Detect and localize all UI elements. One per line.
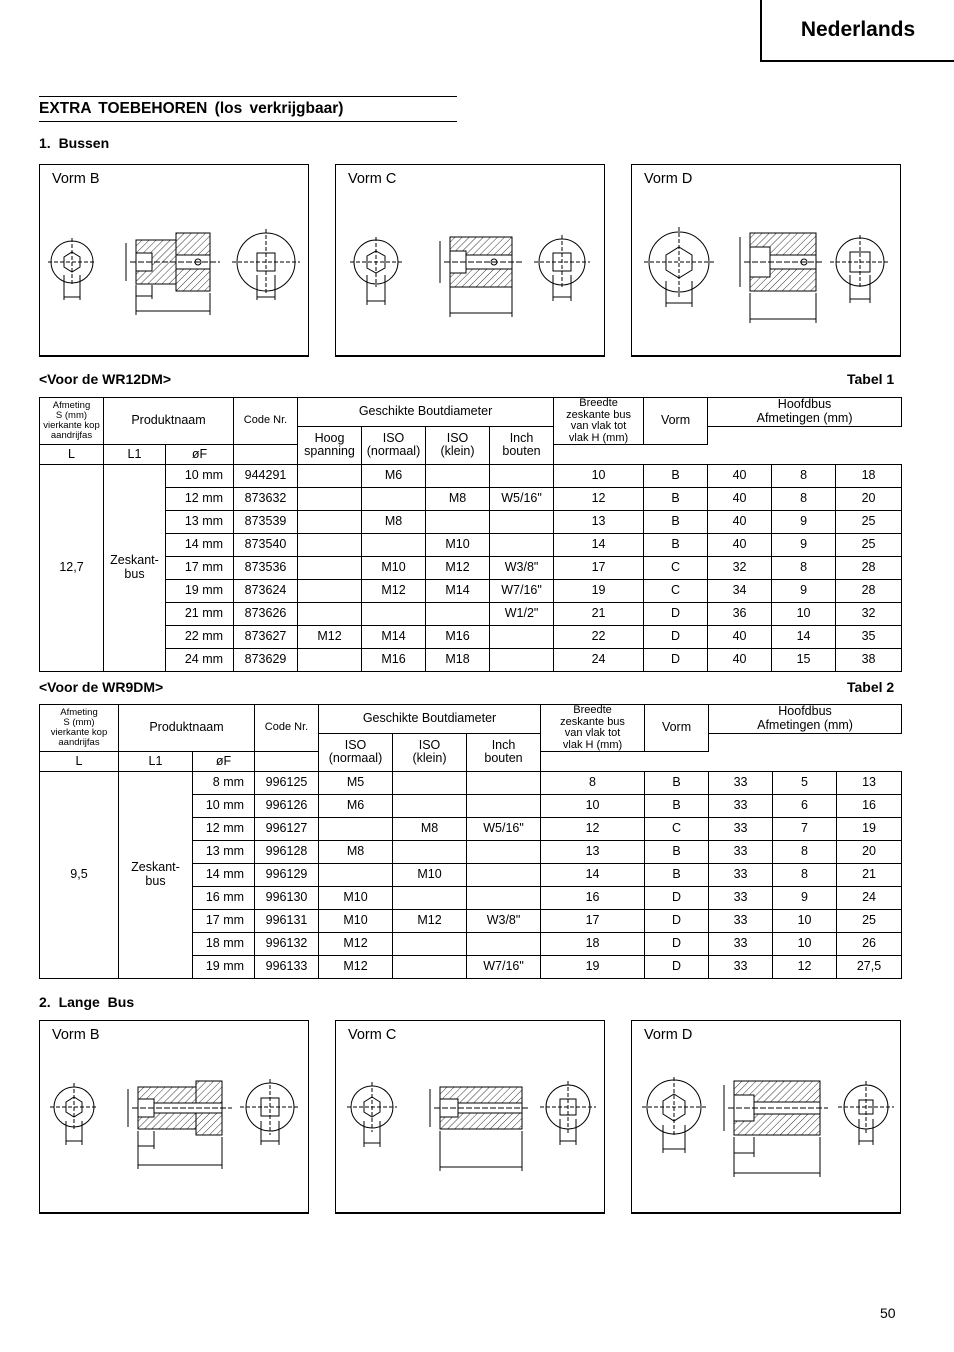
cell-h: 19 xyxy=(554,580,644,603)
cell-L: 34 xyxy=(708,580,772,603)
cell-L: 33 xyxy=(709,795,773,818)
cell-size: 10 mm xyxy=(193,795,255,818)
cell-F: 28 xyxy=(836,557,902,580)
cell-hoog xyxy=(298,649,362,672)
cell-iso_n: M8 xyxy=(319,841,393,864)
diagram-lange-vorm-d xyxy=(631,1020,901,1214)
cell-iso_n: M6 xyxy=(319,795,393,818)
cell-inch: W3/8" xyxy=(490,557,554,580)
cell-inch xyxy=(467,864,541,887)
cell-vorm: D xyxy=(645,887,709,910)
cell-inch xyxy=(490,511,554,534)
cell-h: 10 xyxy=(554,465,644,488)
cell-inch xyxy=(490,465,554,488)
section-title: EXTRA TOEBEHOREN (los verkrijgbaar) xyxy=(39,96,457,122)
header-l: L xyxy=(40,445,104,465)
diagram-vorm-c xyxy=(335,164,605,357)
cell-F: 19 xyxy=(837,818,902,841)
cell-iso_k: M12 xyxy=(426,557,490,580)
cell-iso_k: M10 xyxy=(426,534,490,557)
cell-vorm: C xyxy=(644,580,708,603)
cell-vorm: B xyxy=(645,795,709,818)
cell-L1: 8 xyxy=(772,557,836,580)
cell-L: 40 xyxy=(708,626,772,649)
cell-h: 17 xyxy=(554,557,644,580)
cell-L: 40 xyxy=(708,534,772,557)
cell-L: 32 xyxy=(708,557,772,580)
cell-code: 873536 xyxy=(234,557,298,580)
cell-vorm: B xyxy=(644,465,708,488)
diagram-vorm-d xyxy=(631,164,901,357)
cell-iso_k: M10 xyxy=(393,864,467,887)
cell-F: 20 xyxy=(836,488,902,511)
cell-vorm: B xyxy=(644,488,708,511)
cell-vorm: D xyxy=(645,956,709,979)
cell-iso_n xyxy=(319,864,393,887)
cell-code: 996130 xyxy=(255,887,319,910)
long-socket-drawing-c xyxy=(336,1021,606,1215)
socket-drawing-b xyxy=(40,165,310,358)
cell-h: 21 xyxy=(554,603,644,626)
long-socket-drawing-d xyxy=(632,1021,902,1215)
cell-vorm: D xyxy=(645,910,709,933)
table2-caption: <Voor de WR9DM> xyxy=(39,679,164,695)
cell-iso_k xyxy=(393,933,467,956)
cell-code: 873632 xyxy=(234,488,298,511)
cell-produktnaam: Zeskant- bus xyxy=(119,772,193,979)
cell-F: 27,5 xyxy=(837,956,902,979)
cell-inch: W7/16" xyxy=(467,956,541,979)
cell-L: 40 xyxy=(708,488,772,511)
header-iso-klein: ISO (klein) xyxy=(393,733,467,772)
cell-L: 33 xyxy=(709,887,773,910)
cell-L1: 10 xyxy=(773,910,837,933)
cell-L: 36 xyxy=(708,603,772,626)
header-l: L xyxy=(40,752,119,772)
table-row xyxy=(40,649,902,672)
table-row xyxy=(40,557,902,580)
header-f: øF xyxy=(193,752,255,772)
cell-vorm: C xyxy=(644,557,708,580)
cell-size: 10 mm xyxy=(166,465,234,488)
cell-F: 25 xyxy=(837,910,902,933)
cell-inch xyxy=(490,649,554,672)
cell-vorm: D xyxy=(644,626,708,649)
vorm-label: Vorm D xyxy=(644,171,693,187)
vorm-label: Vorm B xyxy=(52,1027,100,1043)
cell-inch: W7/16" xyxy=(490,580,554,603)
header-f: øF xyxy=(166,445,234,465)
cell-code: 996129 xyxy=(255,864,319,887)
cell-iso_k: M18 xyxy=(426,649,490,672)
cell-hoog xyxy=(298,557,362,580)
cell-h: 14 xyxy=(554,534,644,557)
cell-L1: 7 xyxy=(773,818,837,841)
cell-inch xyxy=(490,626,554,649)
cell-F: 18 xyxy=(836,465,902,488)
diagram-lange-vorm-b xyxy=(39,1020,309,1214)
subsection-bussen: 1. Bussen xyxy=(39,135,110,151)
cell-iso_n xyxy=(362,534,426,557)
cell-vorm: B xyxy=(644,511,708,534)
cell-size: 21 mm xyxy=(166,603,234,626)
header-hoog: Hoog spanning xyxy=(298,426,362,465)
cell-L: 33 xyxy=(709,864,773,887)
cell-vorm: B xyxy=(645,772,709,795)
header-produktnaam: Produktnaam xyxy=(104,398,234,445)
cell-vorm: D xyxy=(644,649,708,672)
cell-F: 16 xyxy=(837,795,902,818)
cell-F: 20 xyxy=(837,841,902,864)
cell-F: 24 xyxy=(837,887,902,910)
cell-size: 14 mm xyxy=(166,534,234,557)
cell-L1: 9 xyxy=(772,511,836,534)
cell-L1: 12 xyxy=(773,956,837,979)
header-vorm: Vorm xyxy=(645,705,709,752)
header-geschikte: Geschikte Boutdiameter xyxy=(298,398,554,427)
cell-L1: 8 xyxy=(773,841,837,864)
cell-vorm: C xyxy=(645,818,709,841)
diagram-vorm-b xyxy=(39,164,309,357)
cell-inch xyxy=(467,841,541,864)
cell-size: 17 mm xyxy=(166,557,234,580)
cell-F: 13 xyxy=(837,772,902,795)
cell-h: 14 xyxy=(541,864,645,887)
cell-iso_k: M16 xyxy=(426,626,490,649)
cell-iso_n: M8 xyxy=(362,511,426,534)
cell-inch xyxy=(467,772,541,795)
table-row xyxy=(40,580,902,603)
cell-iso_n xyxy=(319,818,393,841)
cell-code: 873629 xyxy=(234,649,298,672)
cell-iso_k xyxy=(393,795,467,818)
cell-hoog xyxy=(298,511,362,534)
table-wr9dm xyxy=(39,704,902,979)
cell-code: 873626 xyxy=(234,603,298,626)
cell-size: 24 mm xyxy=(166,649,234,672)
cell-vorm: B xyxy=(645,864,709,887)
cell-size: 12 mm xyxy=(193,818,255,841)
cell-L1: 6 xyxy=(773,795,837,818)
table-wr12dm xyxy=(39,397,902,672)
cell-hoog xyxy=(298,488,362,511)
cell-iso_k xyxy=(426,603,490,626)
header-code: Code Nr. xyxy=(255,705,319,752)
cell-inch xyxy=(467,795,541,818)
cell-size: 18 mm xyxy=(193,933,255,956)
cell-vorm: D xyxy=(644,603,708,626)
cell-iso_k xyxy=(393,772,467,795)
cell-h: 22 xyxy=(554,626,644,649)
cell-vorm: B xyxy=(644,534,708,557)
table-row xyxy=(40,626,902,649)
cell-hoog xyxy=(298,534,362,557)
cell-inch xyxy=(467,933,541,956)
header-code: Code Nr. xyxy=(234,398,298,445)
cell-hoog xyxy=(298,465,362,488)
cell-L1: 10 xyxy=(772,603,836,626)
header-hoofdbus: Hoofdbus Afmetingen (mm) xyxy=(708,398,902,427)
cell-code: 996132 xyxy=(255,933,319,956)
cell-size: 12 mm xyxy=(166,488,234,511)
cell-iso_n: M12 xyxy=(319,933,393,956)
cell-size: 19 mm xyxy=(193,956,255,979)
cell-size: 8 mm xyxy=(193,772,255,795)
header-breedte: Breedte zeskante bus van vlak tot vlak H (mm) xyxy=(541,705,645,752)
cell-size: 14 mm xyxy=(193,864,255,887)
cell-iso_k xyxy=(426,465,490,488)
cell-iso_n: M10 xyxy=(362,557,426,580)
cell-iso_k xyxy=(426,511,490,534)
cell-h: 17 xyxy=(541,910,645,933)
cell-L: 33 xyxy=(709,933,773,956)
cell-iso_k: M8 xyxy=(393,818,467,841)
table1-label: Tabel 1 xyxy=(847,371,895,387)
cell-inch xyxy=(490,534,554,557)
cell-code: 996126 xyxy=(255,795,319,818)
header-inch: Inch bouten xyxy=(490,426,554,465)
cell-hoog: M12 xyxy=(298,626,362,649)
table-row xyxy=(40,603,902,626)
cell-iso_n xyxy=(362,488,426,511)
subsection-lange-bus: 2. Lange Bus xyxy=(39,994,135,1010)
cell-F: 26 xyxy=(837,933,902,956)
cell-L1: 9 xyxy=(772,580,836,603)
cell-code: 873624 xyxy=(234,580,298,603)
cell-L: 33 xyxy=(709,818,773,841)
cell-L1: 8 xyxy=(773,864,837,887)
cell-L: 40 xyxy=(708,511,772,534)
cell-L: 33 xyxy=(709,910,773,933)
socket-drawing-c xyxy=(336,165,606,358)
cell-produktnaam: Zeskant- bus xyxy=(104,465,166,672)
header-afmeting: Afmeting S (mm) vierkante kop aandrijfas xyxy=(40,705,119,752)
cell-code: 873539 xyxy=(234,511,298,534)
header-iso-normaal: ISO (normaal) xyxy=(362,426,426,465)
cell-L1: 15 xyxy=(772,649,836,672)
cell-F: 35 xyxy=(836,626,902,649)
cell-vorm: D xyxy=(645,933,709,956)
header-l1: L1 xyxy=(119,752,193,772)
cell-h: 19 xyxy=(541,956,645,979)
cell-iso_n: M16 xyxy=(362,649,426,672)
cell-h: 16 xyxy=(541,887,645,910)
cell-code: 996133 xyxy=(255,956,319,979)
cell-afmeting: 12,7 xyxy=(40,465,104,672)
cell-h: 13 xyxy=(554,511,644,534)
table-row xyxy=(40,488,902,511)
cell-code: 873540 xyxy=(234,534,298,557)
header-iso-normaal: ISO (normaal) xyxy=(319,733,393,772)
cell-inch: W1/2" xyxy=(490,603,554,626)
cell-size: 19 mm xyxy=(166,580,234,603)
page-number: 50 xyxy=(880,1305,896,1321)
vorm-label: Vorm C xyxy=(348,171,397,187)
table-row xyxy=(40,534,902,557)
header-hoofdbus: Hoofdbus Afmetingen (mm) xyxy=(709,705,902,734)
table2-label: Tabel 2 xyxy=(847,679,895,695)
cell-F: 38 xyxy=(836,649,902,672)
cell-code: 944291 xyxy=(234,465,298,488)
header-vorm: Vorm xyxy=(644,398,708,445)
cell-inch: W3/8" xyxy=(467,910,541,933)
cell-iso_n: M6 xyxy=(362,465,426,488)
cell-h: 18 xyxy=(541,933,645,956)
table-row xyxy=(40,772,902,795)
header-breedte: Breedte zeskante bus van vlak tot vlak H (mm) xyxy=(554,398,644,445)
cell-iso_n: M10 xyxy=(319,887,393,910)
table-row xyxy=(40,511,902,534)
cell-h: 12 xyxy=(554,488,644,511)
cell-iso_n: M12 xyxy=(362,580,426,603)
header-inch: Inch bouten xyxy=(467,733,541,772)
cell-iso_n: M10 xyxy=(319,910,393,933)
cell-L1: 10 xyxy=(773,933,837,956)
socket-drawing-d xyxy=(632,165,902,358)
vorm-label: Vorm D xyxy=(644,1027,693,1043)
cell-h: 10 xyxy=(541,795,645,818)
cell-h: 8 xyxy=(541,772,645,795)
cell-iso_n: M14 xyxy=(362,626,426,649)
cell-iso_n: M5 xyxy=(319,772,393,795)
cell-h: 12 xyxy=(541,818,645,841)
header-geschikte: Geschikte Boutdiameter xyxy=(319,705,541,734)
cell-h: 24 xyxy=(554,649,644,672)
cell-L1: 8 xyxy=(772,465,836,488)
cell-size: 17 mm xyxy=(193,910,255,933)
cell-L: 40 xyxy=(708,465,772,488)
cell-afmeting: 9,5 xyxy=(40,772,119,979)
cell-code: 996128 xyxy=(255,841,319,864)
cell-size: 16 mm xyxy=(193,887,255,910)
header-afmeting: Afmeting S (mm) vierkante kop aandrijfas xyxy=(40,398,104,445)
cell-L1: 5 xyxy=(773,772,837,795)
cell-L: 33 xyxy=(709,956,773,979)
cell-L1: 9 xyxy=(773,887,837,910)
cell-vorm: B xyxy=(645,841,709,864)
table-row xyxy=(40,465,902,488)
long-socket-drawing-b xyxy=(40,1021,310,1215)
cell-inch: W5/16" xyxy=(490,488,554,511)
cell-L1: 9 xyxy=(772,534,836,557)
cell-code: 996131 xyxy=(255,910,319,933)
cell-code: 873627 xyxy=(234,626,298,649)
cell-iso_k xyxy=(393,841,467,864)
cell-inch xyxy=(467,887,541,910)
cell-F: 32 xyxy=(836,603,902,626)
cell-iso_n xyxy=(362,603,426,626)
cell-F: 21 xyxy=(837,864,902,887)
header-l1: L1 xyxy=(104,445,166,465)
header-iso-klein: ISO (klein) xyxy=(426,426,490,465)
cell-L: 33 xyxy=(709,841,773,864)
diagram-lange-vorm-c xyxy=(335,1020,605,1214)
cell-F: 25 xyxy=(836,511,902,534)
cell-F: 25 xyxy=(836,534,902,557)
header-produktnaam: Produktnaam xyxy=(119,705,255,752)
cell-iso_k: M14 xyxy=(426,580,490,603)
cell-iso_n: M12 xyxy=(319,956,393,979)
cell-hoog xyxy=(298,580,362,603)
table1-caption: <Voor de WR12DM> xyxy=(39,371,171,387)
cell-iso_k: M8 xyxy=(426,488,490,511)
cell-code: 996125 xyxy=(255,772,319,795)
cell-iso_k xyxy=(393,887,467,910)
cell-h: 13 xyxy=(541,841,645,864)
language-tab: Nederlands xyxy=(760,0,954,62)
cell-L: 33 xyxy=(709,772,773,795)
cell-hoog xyxy=(298,603,362,626)
cell-code: 996127 xyxy=(255,818,319,841)
cell-L1: 8 xyxy=(772,488,836,511)
cell-F: 28 xyxy=(836,580,902,603)
cell-size: 13 mm xyxy=(193,841,255,864)
vorm-label: Vorm C xyxy=(348,1027,397,1043)
vorm-label: Vorm B xyxy=(52,171,100,187)
cell-L: 40 xyxy=(708,649,772,672)
cell-inch: W5/16" xyxy=(467,818,541,841)
cell-size: 13 mm xyxy=(166,511,234,534)
cell-iso_k: M12 xyxy=(393,910,467,933)
cell-size: 22 mm xyxy=(166,626,234,649)
cell-iso_k xyxy=(393,956,467,979)
cell-L1: 14 xyxy=(772,626,836,649)
